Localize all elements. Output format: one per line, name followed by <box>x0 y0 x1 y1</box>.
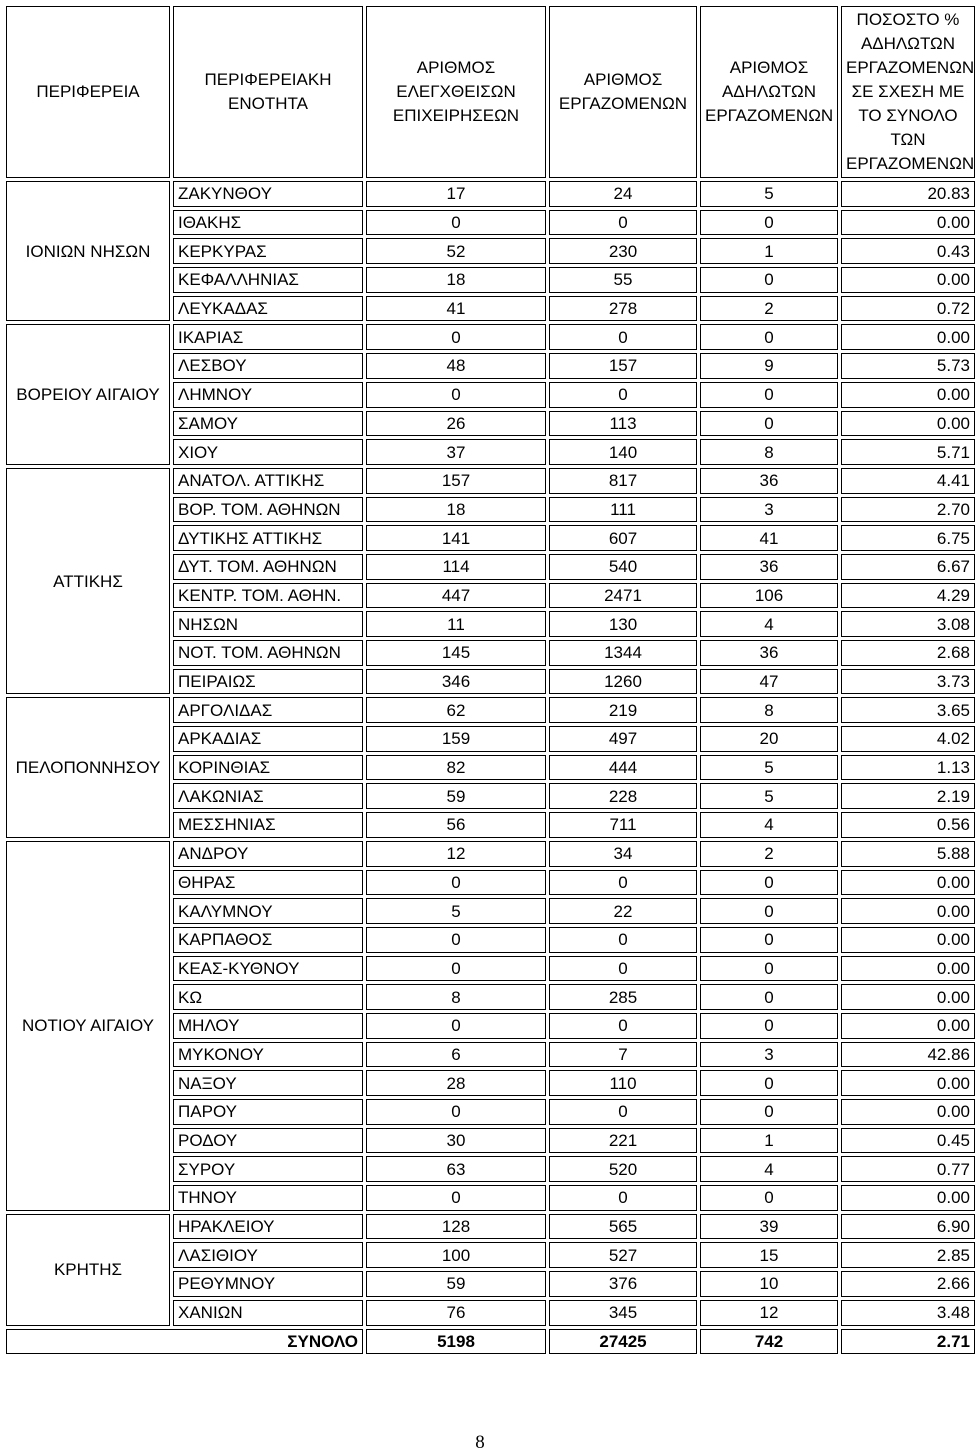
regional-unit-cell: ΚΑΡΠΑΘΟΣ <box>173 927 363 953</box>
percent-cell: 6.67 <box>841 554 975 580</box>
regional-unit-cell: ΚΕΦΑΛΛΗΝΙΑΣ <box>173 267 363 293</box>
undeclared-cell: 0 <box>700 382 838 408</box>
regional-unit-cell: ΗΡΑΚΛΕΙΟΥ <box>173 1214 363 1240</box>
regional-unit-cell: ΜΥΚΟΝΟΥ <box>173 1042 363 1068</box>
undeclared-cell: 0 <box>700 1099 838 1125</box>
employees-cell: 0 <box>549 324 697 350</box>
undeclared-cell: 4 <box>700 1156 838 1182</box>
header-employees: ΑΡΙΘΜΟΣ ΕΡΓΑΖΟΜΕΝΩΝ <box>549 6 697 178</box>
businesses-cell: 52 <box>366 238 546 264</box>
employees-cell: 24 <box>549 181 697 207</box>
employees-cell: 520 <box>549 1156 697 1182</box>
businesses-cell: 141 <box>366 525 546 551</box>
total-employees-cell: 27425 <box>549 1329 697 1355</box>
regional-unit-cell: ΛΑΚΩΝΙΑΣ <box>173 783 363 809</box>
undeclared-cell: 0 <box>700 324 838 350</box>
undeclared-cell: 0 <box>700 927 838 953</box>
regional-unit-cell: ΠΕΙΡΑΙΩΣ <box>173 669 363 695</box>
undeclared-cell: 5 <box>700 783 838 809</box>
employees-cell: 130 <box>549 611 697 637</box>
undeclared-cell: 8 <box>700 439 838 465</box>
percent-cell: 0.00 <box>841 267 975 293</box>
undeclared-cell: 10 <box>700 1271 838 1297</box>
businesses-cell: 12 <box>366 841 546 867</box>
regional-unit-cell: ΚΑΛΥΜΝΟΥ <box>173 898 363 924</box>
businesses-cell: 8 <box>366 984 546 1010</box>
businesses-cell: 5 <box>366 898 546 924</box>
percent-cell: 0.00 <box>841 324 975 350</box>
undeclared-cell: 8 <box>700 697 838 723</box>
percent-cell: 0.00 <box>841 1185 975 1211</box>
employees-cell: 110 <box>549 1070 697 1096</box>
employees-cell: 817 <box>549 468 697 494</box>
percent-cell: 0.56 <box>841 812 975 838</box>
businesses-cell: 30 <box>366 1128 546 1154</box>
undeclared-cell: 12 <box>700 1300 838 1326</box>
regional-unit-cell: ΧΑΝΙΩΝ <box>173 1300 363 1326</box>
businesses-cell: 0 <box>366 210 546 236</box>
businesses-cell: 48 <box>366 353 546 379</box>
employees-cell: 0 <box>549 956 697 982</box>
regional-unit-cell: ΛΕΥΚΑΔΑΣ <box>173 296 363 322</box>
percent-cell: 4.29 <box>841 583 975 609</box>
undeclared-cell: 3 <box>700 497 838 523</box>
percent-cell: 0.00 <box>841 1013 975 1039</box>
employees-cell: 0 <box>549 1185 697 1211</box>
employees-cell: 2471 <box>549 583 697 609</box>
region-cell: ΙΟΝΙΩΝ ΝΗΣΩΝ <box>6 181 170 321</box>
regional-unit-cell: ΑΡΓΟΛΙΔΑΣ <box>173 697 363 723</box>
employees-cell: 0 <box>549 1013 697 1039</box>
regional-unit-cell: ΚΩ <box>173 984 363 1010</box>
percent-cell: 0.00 <box>841 411 975 437</box>
businesses-cell: 62 <box>366 697 546 723</box>
businesses-cell: 11 <box>366 611 546 637</box>
employees-cell: 22 <box>549 898 697 924</box>
employees-cell: 230 <box>549 238 697 264</box>
percent-cell: 0.72 <box>841 296 975 322</box>
businesses-cell: 159 <box>366 726 546 752</box>
employees-cell: 376 <box>549 1271 697 1297</box>
regional-unit-cell: ΠΑΡΟΥ <box>173 1099 363 1125</box>
regional-unit-cell: ΔΥΤΙΚΗΣ ΑΤΤΙΚΗΣ <box>173 525 363 551</box>
percent-cell: 0.43 <box>841 238 975 264</box>
header-undeclared: ΑΡΙΘΜΟΣ ΑΔΗΛΩΤΩΝ ΕΡΓΑΖΟΜΕΝΩΝ <box>700 6 838 178</box>
businesses-cell: 346 <box>366 669 546 695</box>
undeclared-cell: 106 <box>700 583 838 609</box>
regional-unit-cell: ΙΚΑΡΙΑΣ <box>173 324 363 350</box>
regional-unit-cell: ΚΟΡΙΝΘΙΑΣ <box>173 755 363 781</box>
undeclared-cell: 39 <box>700 1214 838 1240</box>
undeclared-cell: 2 <box>700 296 838 322</box>
undeclared-cell: 0 <box>700 1185 838 1211</box>
employees-cell: 0 <box>549 927 697 953</box>
undeclared-cell: 0 <box>700 1013 838 1039</box>
regional-unit-cell: ΜΕΣΣΗΝΙΑΣ <box>173 812 363 838</box>
regional-unit-cell: ΑΝΔΡΟΥ <box>173 841 363 867</box>
employees-cell: 497 <box>549 726 697 752</box>
regional-unit-cell: ΚΕΡΚΥΡΑΣ <box>173 238 363 264</box>
undeclared-cell: 36 <box>700 554 838 580</box>
undeclared-cell: 3 <box>700 1042 838 1068</box>
region-cell: ΒΟΡΕΙΟΥ ΑΙΓΑΙΟΥ <box>6 324 170 464</box>
percent-cell: 2.66 <box>841 1271 975 1297</box>
percent-cell: 0.00 <box>841 870 975 896</box>
percent-cell: 3.48 <box>841 1300 975 1326</box>
employees-cell: 157 <box>549 353 697 379</box>
regional-unit-cell: ΔΥΤ. ΤΟΜ. ΑΘΗΝΩΝ <box>173 554 363 580</box>
businesses-cell: 0 <box>366 382 546 408</box>
table-row <box>6 841 975 867</box>
employees-cell: 140 <box>549 439 697 465</box>
table-row <box>6 324 975 350</box>
undeclared-cell: 20 <box>700 726 838 752</box>
regional-unit-cell: ΛΕΣΒΟΥ <box>173 353 363 379</box>
total-label: ΣΥΝΟΛΟ <box>6 1329 363 1355</box>
businesses-cell: 28 <box>366 1070 546 1096</box>
employees-cell: 345 <box>549 1300 697 1326</box>
undeclared-cell: 1 <box>700 238 838 264</box>
undeclared-cell: 4 <box>700 812 838 838</box>
undeclared-cell: 4 <box>700 611 838 637</box>
header-row <box>6 6 975 178</box>
percent-cell: 3.73 <box>841 669 975 695</box>
regional-unit-cell: ΖΑΚΥΝΘΟΥ <box>173 181 363 207</box>
regional-unit-cell: ΑΝΑΤΟΛ. ΑΤΤΙΚΗΣ <box>173 468 363 494</box>
undeclared-cell: 0 <box>700 898 838 924</box>
businesses-cell: 447 <box>366 583 546 609</box>
businesses-cell: 0 <box>366 324 546 350</box>
undeclared-cell: 0 <box>700 210 838 236</box>
percent-cell: 42.86 <box>841 1042 975 1068</box>
undeclared-cell: 9 <box>700 353 838 379</box>
percent-cell: 4.41 <box>841 468 975 494</box>
regional-unit-cell: ΛΑΣΙΘΙΟΥ <box>173 1242 363 1268</box>
percent-cell: 0.77 <box>841 1156 975 1182</box>
businesses-cell: 82 <box>366 755 546 781</box>
total-businesses-cell: 5198 <box>366 1329 546 1355</box>
employees-cell: 0 <box>549 870 697 896</box>
percent-cell: 0.00 <box>841 956 975 982</box>
total-percent-cell: 2.71 <box>841 1329 975 1355</box>
businesses-cell: 59 <box>366 1271 546 1297</box>
undeclared-cell: 0 <box>700 984 838 1010</box>
regional-unit-cell: ΚΕΑΣ-ΚΥΘΝΟΥ <box>173 956 363 982</box>
undeclared-cell: 0 <box>700 1070 838 1096</box>
table-row <box>6 468 975 494</box>
businesses-cell: 37 <box>366 439 546 465</box>
businesses-cell: 56 <box>366 812 546 838</box>
total-undeclared-cell: 742 <box>700 1329 838 1355</box>
percent-cell: 4.02 <box>841 726 975 752</box>
header-region: ΠΕΡΙΦΕΡΕΙΑ <box>6 6 170 178</box>
employees-cell: 0 <box>549 1099 697 1125</box>
percent-cell: 3.65 <box>841 697 975 723</box>
table-body <box>6 181 975 1354</box>
businesses-cell: 100 <box>366 1242 546 1268</box>
regional-unit-cell: ΒΟΡ. ΤΟΜ. ΑΘΗΝΩΝ <box>173 497 363 523</box>
regional-unit-cell: ΜΗΛΟΥ <box>173 1013 363 1039</box>
table-row <box>6 181 975 207</box>
region-cell: ΝΟΤΙΟΥ ΑΙΓΑΙΟΥ <box>6 841 170 1211</box>
employees-cell: 221 <box>549 1128 697 1154</box>
region-cell: ΚΡΗΤΗΣ <box>6 1214 170 1326</box>
percent-cell: 2.85 <box>841 1242 975 1268</box>
percent-cell: 1.13 <box>841 755 975 781</box>
employees-cell: 278 <box>549 296 697 322</box>
undeclared-cell: 5 <box>700 755 838 781</box>
regional-unit-cell: ΝΗΣΩΝ <box>173 611 363 637</box>
employees-cell: 607 <box>549 525 697 551</box>
businesses-cell: 0 <box>366 1185 546 1211</box>
header-regional-unit: ΠΕΡΙΦΕΡΕΙΑΚΗ ΕΝΟΤΗΤΑ <box>173 6 363 178</box>
businesses-cell: 41 <box>366 296 546 322</box>
employees-cell: 7 <box>549 1042 697 1068</box>
employees-cell: 55 <box>549 267 697 293</box>
regional-unit-cell: ΘΗΡΑΣ <box>173 870 363 896</box>
regional-unit-cell: ΣΥΡΟΥ <box>173 1156 363 1182</box>
employees-cell: 711 <box>549 812 697 838</box>
percent-cell: 0.00 <box>841 1070 975 1096</box>
employees-cell: 1260 <box>549 669 697 695</box>
employees-cell: 285 <box>549 984 697 1010</box>
businesses-cell: 59 <box>366 783 546 809</box>
undeclared-cell: 2 <box>700 841 838 867</box>
percent-cell: 0.00 <box>841 382 975 408</box>
regional-unit-cell: ΝΟΤ. ΤΟΜ. ΑΘΗΝΩΝ <box>173 640 363 666</box>
undeclared-cell: 0 <box>700 870 838 896</box>
undeclared-cell: 0 <box>700 411 838 437</box>
employees-cell: 113 <box>549 411 697 437</box>
businesses-cell: 0 <box>366 1013 546 1039</box>
undeclared-cell: 36 <box>700 468 838 494</box>
businesses-cell: 26 <box>366 411 546 437</box>
businesses-cell: 6 <box>366 1042 546 1068</box>
percent-cell: 0.00 <box>841 927 975 953</box>
percent-cell: 5.71 <box>841 439 975 465</box>
regional-unit-cell: ΤΗΝΟΥ <box>173 1185 363 1211</box>
undeclared-cell: 0 <box>700 267 838 293</box>
regional-unit-cell: ΑΡΚΑΔΙΑΣ <box>173 726 363 752</box>
percent-cell: 5.73 <box>841 353 975 379</box>
businesses-cell: 157 <box>366 468 546 494</box>
percent-cell: 20.83 <box>841 181 975 207</box>
table-row <box>6 1214 975 1240</box>
employees-cell: 540 <box>549 554 697 580</box>
page-number: 8 <box>475 1432 485 1453</box>
businesses-cell: 17 <box>366 181 546 207</box>
businesses-cell: 0 <box>366 956 546 982</box>
regional-unit-cell: ΙΘΑΚΗΣ <box>173 210 363 236</box>
total-row <box>6 1329 975 1355</box>
undeclared-cell: 47 <box>700 669 838 695</box>
employees-cell: 34 <box>549 841 697 867</box>
undeclared-cell: 15 <box>700 1242 838 1268</box>
employees-cell: 527 <box>549 1242 697 1268</box>
percent-cell: 0.00 <box>841 1099 975 1125</box>
businesses-cell: 0 <box>366 927 546 953</box>
region-cell: ΑΤΤΙΚΗΣ <box>6 468 170 695</box>
undeclared-workers-table <box>3 3 978 1357</box>
percent-cell: 6.90 <box>841 1214 975 1240</box>
percent-cell: 3.08 <box>841 611 975 637</box>
table-row <box>6 697 975 723</box>
businesses-cell: 63 <box>366 1156 546 1182</box>
header-businesses: ΑΡΙΘΜΟΣ ΕΛΕΓΧΘΕΙΣΩΝ ΕΠΙΧΕΙΡΗΣΕΩΝ <box>366 6 546 178</box>
percent-cell: 0.45 <box>841 1128 975 1154</box>
percent-cell: 2.68 <box>841 640 975 666</box>
businesses-cell: 0 <box>366 1099 546 1125</box>
businesses-cell: 18 <box>366 267 546 293</box>
businesses-cell: 114 <box>366 554 546 580</box>
regional-unit-cell: ΧΙΟΥ <box>173 439 363 465</box>
header-percent: ΠΟΣΟΣΤΟ % ΑΔΗΛΩΤΩΝ ΕΡΓΑΖΟΜΕΝΩΝ ΣΕ ΣΧΕΣΗ ΜΕ ΤΟ ΣΥΝΟΛΟ ΤΩΝ ΕΡΓΑΖΟΜΕΝΩΝ <box>841 6 975 178</box>
employees-cell: 219 <box>549 697 697 723</box>
businesses-cell: 128 <box>366 1214 546 1240</box>
regional-unit-cell: ΡΟΔΟΥ <box>173 1128 363 1154</box>
undeclared-cell: 36 <box>700 640 838 666</box>
undeclared-cell: 41 <box>700 525 838 551</box>
percent-cell: 6.75 <box>841 525 975 551</box>
employees-cell: 111 <box>549 497 697 523</box>
employees-cell: 228 <box>549 783 697 809</box>
percent-cell: 2.19 <box>841 783 975 809</box>
percent-cell: 0.00 <box>841 984 975 1010</box>
businesses-cell: 0 <box>366 870 546 896</box>
region-cell: ΠΕΛΟΠΟΝΝΗΣΟΥ <box>6 697 170 837</box>
percent-cell: 0.00 <box>841 210 975 236</box>
undeclared-cell: 5 <box>700 181 838 207</box>
percent-cell: 5.88 <box>841 841 975 867</box>
regional-unit-cell: ΡΕΘΥΜΝΟΥ <box>173 1271 363 1297</box>
businesses-cell: 76 <box>366 1300 546 1326</box>
employees-cell: 1344 <box>549 640 697 666</box>
regional-unit-cell: ΛΗΜΝΟΥ <box>173 382 363 408</box>
employees-cell: 565 <box>549 1214 697 1240</box>
regional-unit-cell: ΚΕΝΤΡ. ΤΟΜ. ΑΘΗΝ. <box>173 583 363 609</box>
businesses-cell: 18 <box>366 497 546 523</box>
regional-unit-cell: ΝΑΞΟΥ <box>173 1070 363 1096</box>
businesses-cell: 145 <box>366 640 546 666</box>
employees-cell: 0 <box>549 382 697 408</box>
percent-cell: 0.00 <box>841 898 975 924</box>
undeclared-cell: 1 <box>700 1128 838 1154</box>
employees-cell: 444 <box>549 755 697 781</box>
regional-unit-cell: ΣΑΜΟΥ <box>173 411 363 437</box>
undeclared-cell: 0 <box>700 956 838 982</box>
employees-cell: 0 <box>549 210 697 236</box>
percent-cell: 2.70 <box>841 497 975 523</box>
